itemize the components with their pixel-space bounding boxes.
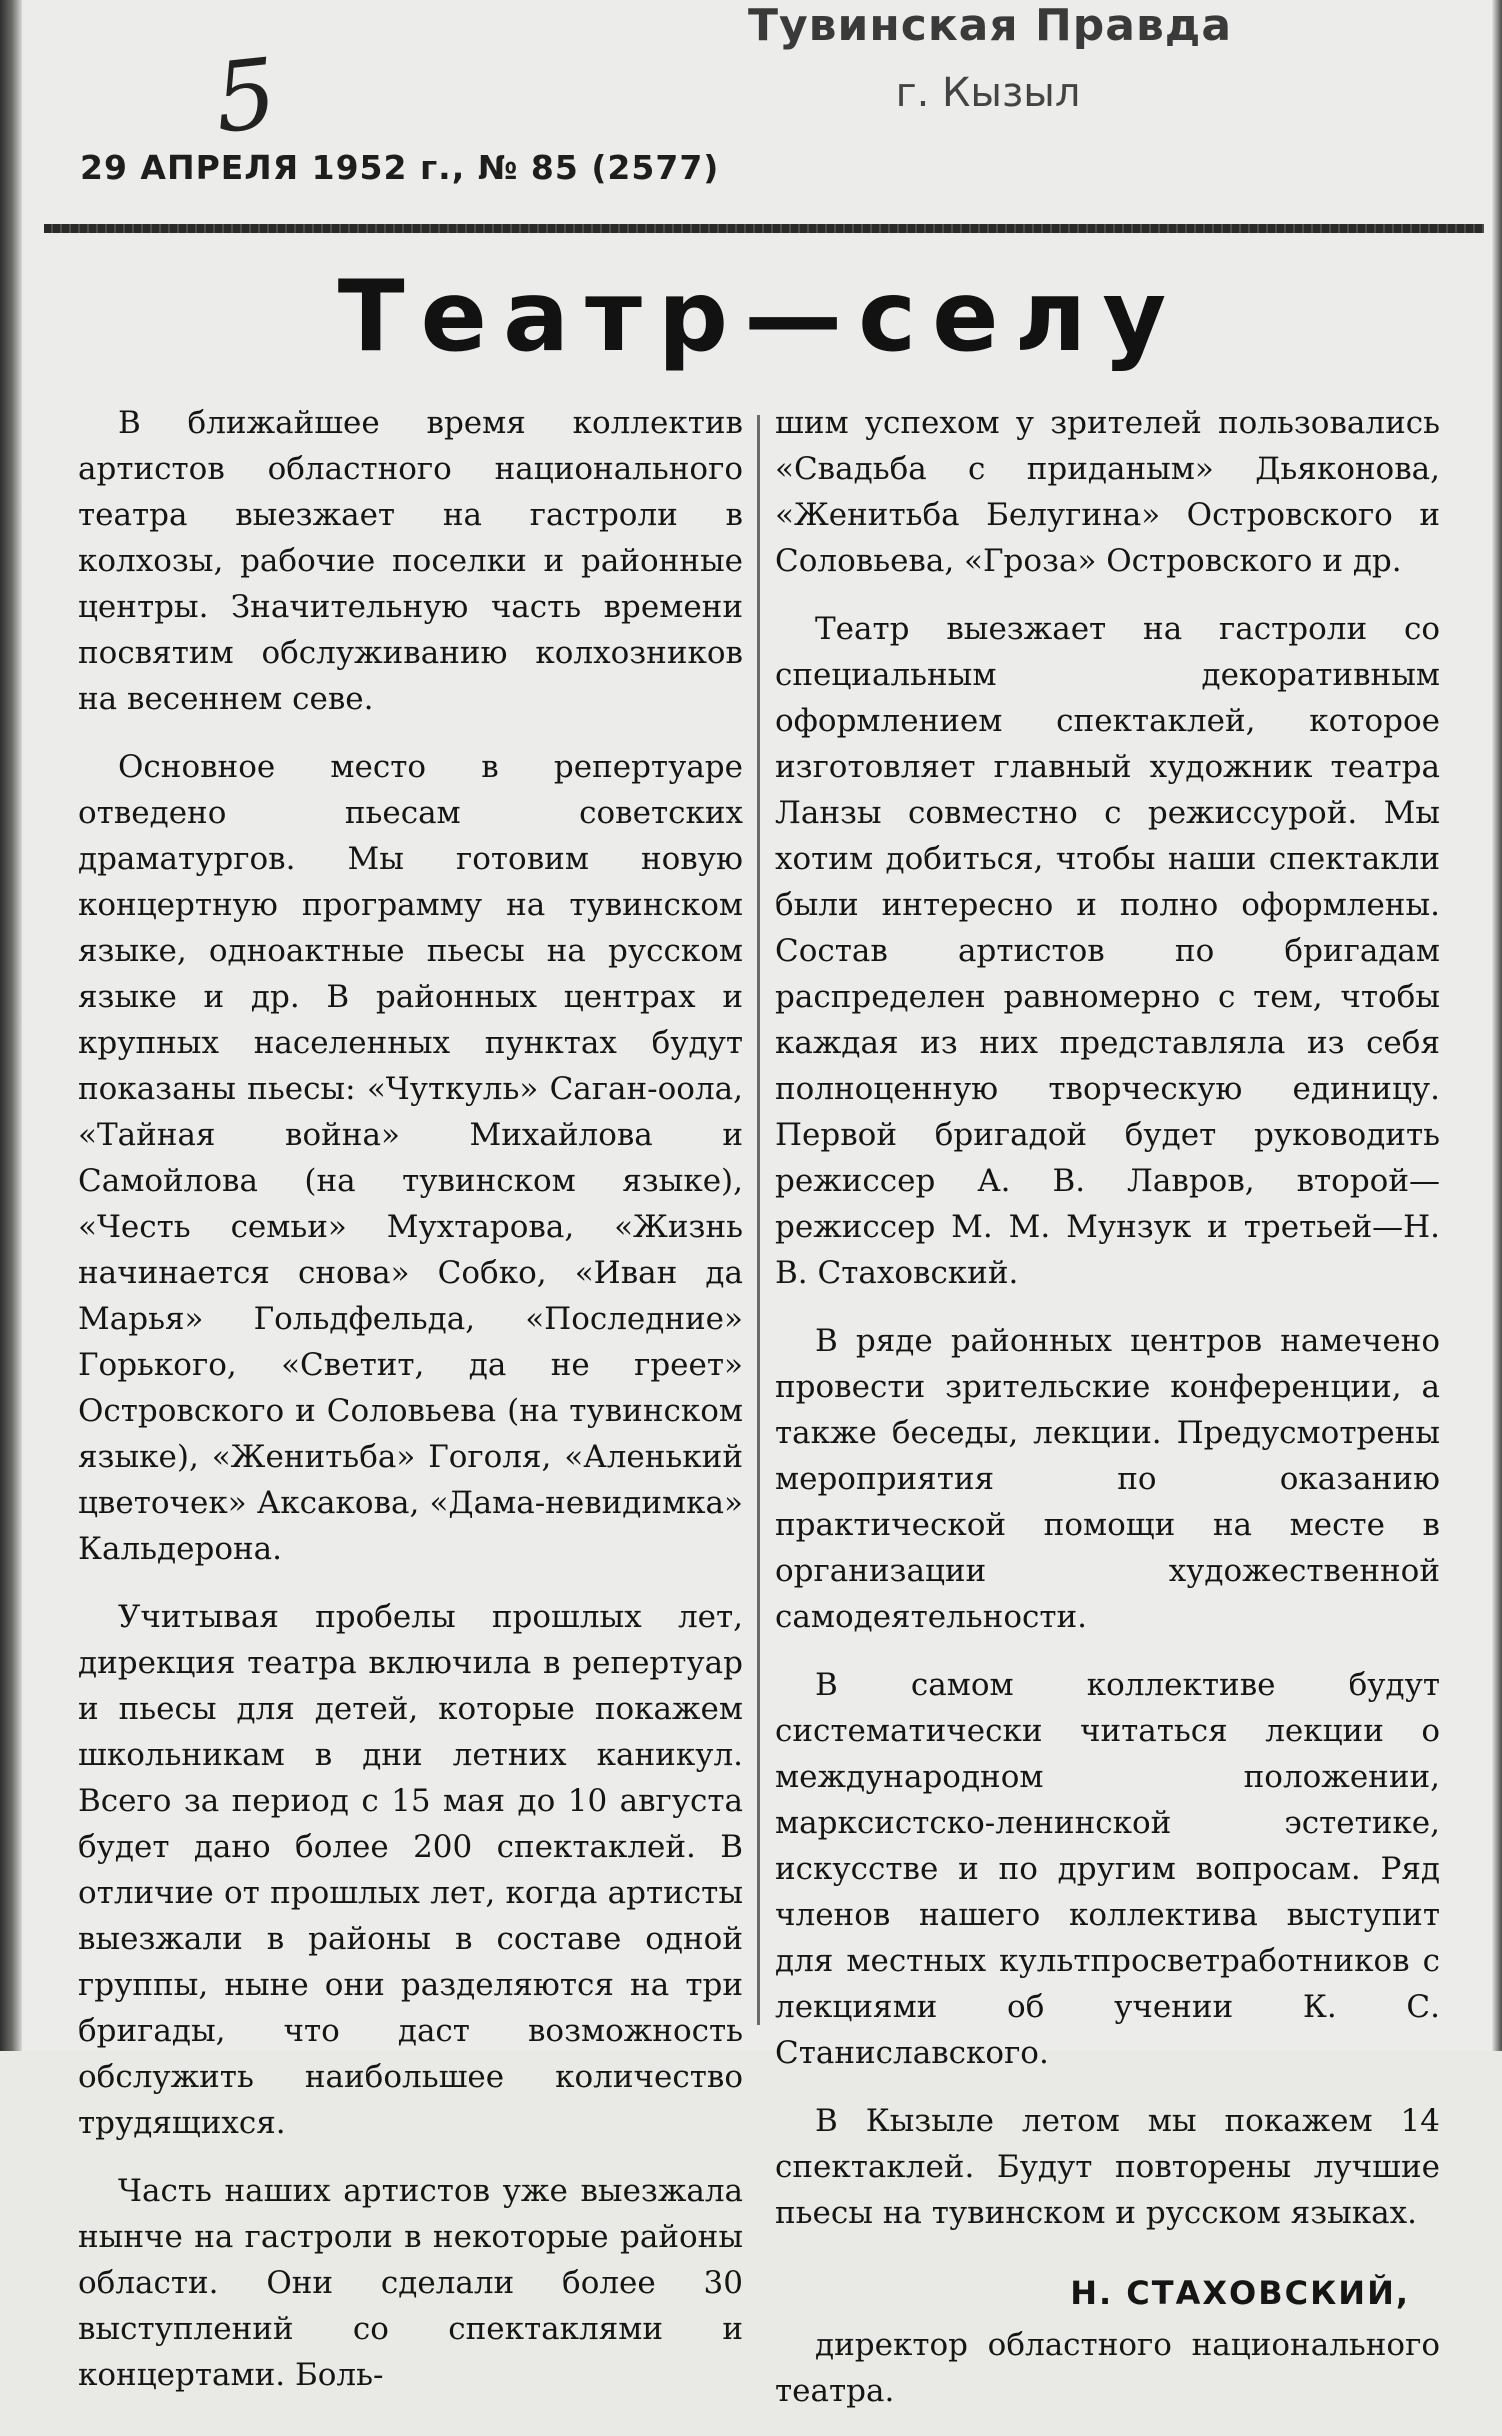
column-divider [757,415,760,2025]
article-column-right [775,400,1440,2436]
paragraph: В Кызыле летом мы покажем 14 спектаклей. Будут повторены лучшие пьесы на тувинском и русском языках. [775,2103,1440,2231]
handwritten-number: 5 [209,37,282,155]
scan-left-edge [0,0,22,2051]
article-title: Театр—селу [337,260,1183,374]
paragraph: В ряде районных центров намечено провести зрительские конференции, а также беседы, лекции. Предусмотрены мероприятия по оказанию практической помощи на месте в организации художественной самодеятельности. [775,1323,1440,1635]
article-column-left [78,400,743,2420]
newspaper-name-stamp: Тувинская Правда [747,0,1233,51]
paragraph: Часть наших артистов уже выезжала нынче на гастроли в некоторые районы области. Они сделали более 30 выступлений со спектаклями и концертами. Боль- [78,2173,743,2393]
city-stamp: г. Кызыл [895,70,1081,116]
paragraph-continuation: шим успехом у зрителей пользовались «Свадьба с приданым» Дьяконова, «Женитьба Белугина» Островского и Соловьева, «Гроза» Островского и др. [775,405,1440,579]
author-role: директор областного национального театра. [775,2327,1440,2409]
masthead-rule [44,224,1484,233]
scan-right-edge [1492,0,1502,2051]
paragraph: Театр выезжает на гастроли со специальным декоративным оформлением спектаклей, которое изготовляет главный художник театра Ланзы совместно с режиссурой. Мы хотим добиться, чтобы наши спектакли были интересно и полно оформлены. Состав артистов по бригадам распределен равномерно с тем, чтобы каждая из них представляла из себя полноценную творческую единицу. Первой бригадой будет руководить режиссер А. В. Лавров, второй—режиссер М. М. Мунзук и третьей—Н. В. Стаховский. [775,611,1440,1291]
paragraph: В ближайшее время коллектив артистов областного национального театра выезжает на гастроли в колхозы, рабочие поселки и районные центры. Значительную часть времени посвятим обслуживанию колхозников на весеннем севе. [78,405,743,717]
paragraph: Учитывая пробелы прошлых лет, дирекция театра включила в репертуар и пьесы для детей, которые покажем школьникам в дни летних каникул. Всего за период с 15 мая до 10 августа будет дано более 200 спектаклей. В отличие от прошлых лет, когда артисты выезжали в районы в составе одной группы, ныне они разделяются на три бригады, что даст возможность обслужить наибольшее количество трудящихся. [78,1599,743,2141]
issue-date-line: 29 АПРЕЛЯ 1952 г., № 85 (2577) [80,148,720,187]
author-signature: Н. СТАХОВСКИЙ, [1070,2274,1410,2312]
paragraph: Основное место в репертуаре отведено пьесам советских драматургов. Мы готовим новую концертную программу на тувинском языке, одноактные пьесы на русском языке и др. В районных центрах и крупных населенных пунктах будут показаны пьесы: «Чуткуль» Саган-оола, «Тайная война» Михайлова и Самойлова (на тувинском языке), «Честь семьи» Мухтарова, «Жизнь начинается снова» Собко, «Иван да Марья» Гольдфельда, «Последние» Горького, «Светит, да не греет» Островского и Соловьева (на тувинском языке), «Женитьба» Гоголя, «Аленький цветочек» Аксакова, «Дама-невидимка» Кальдерона. [78,749,743,1567]
paragraph: В самом коллективе будут систематически читаться лекции о международном положении, марксистско-ленинской эстетике, искусстве и по другим вопросам. Ряд членов нашего коллектива выступит для местных культпросветработников с лекциями об учении К. С. Станиславского. [775,1667,1440,2071]
